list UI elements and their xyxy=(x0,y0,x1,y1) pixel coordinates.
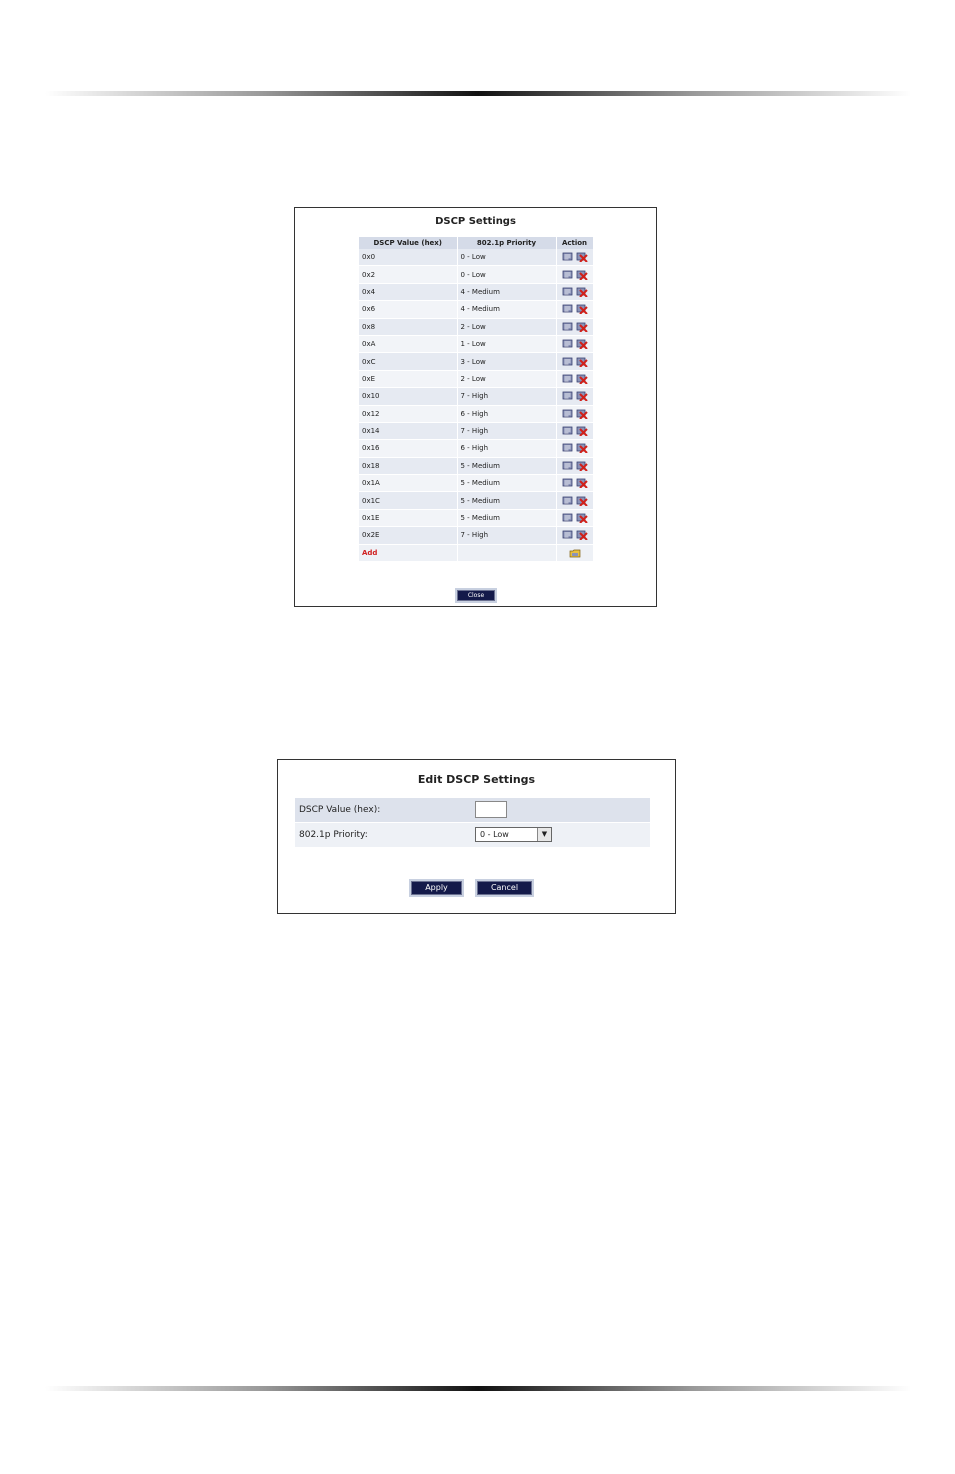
delete-icon[interactable] xyxy=(576,443,588,453)
dscp-value-cell: 0x1C xyxy=(359,492,457,509)
action-cell xyxy=(556,353,593,370)
dscp-value-cell: 0x2 xyxy=(359,266,457,283)
dscp-value-cell: 0xE xyxy=(359,370,457,387)
column-header-action: Action xyxy=(556,237,593,249)
action-cell xyxy=(556,492,593,509)
priority-cell: 0 - Low xyxy=(457,249,556,266)
priority-cell: 5 - Medium xyxy=(457,457,556,474)
delete-icon[interactable] xyxy=(576,513,588,523)
priority-row xyxy=(295,823,650,847)
delete-icon[interactable] xyxy=(576,496,588,506)
dscp-value-cell: 0x0 xyxy=(359,249,457,266)
dscp-value-cell: 0x1E xyxy=(359,509,457,526)
priority-cell: 6 - High xyxy=(457,440,556,457)
edit-icon[interactable] xyxy=(562,426,574,436)
edit-icon[interactable] xyxy=(562,322,574,332)
dscp-settings-title: DSCP Settings xyxy=(435,216,516,227)
delete-icon[interactable] xyxy=(576,357,588,367)
priority-label: 802.1p Priority: xyxy=(299,830,368,840)
edit-icon[interactable] xyxy=(562,287,574,297)
priority-cell: 5 - Medium xyxy=(457,509,556,526)
action-cell xyxy=(556,318,593,335)
action-cell xyxy=(556,457,593,474)
action-cell xyxy=(556,509,593,526)
delete-icon[interactable] xyxy=(576,391,588,401)
table-row xyxy=(359,457,593,474)
action-cell xyxy=(556,301,593,318)
table-row xyxy=(359,475,593,492)
edit-icon[interactable] xyxy=(562,252,574,262)
delete-icon[interactable] xyxy=(576,304,588,314)
dscp-value-cell: 0xA xyxy=(359,335,457,352)
dscp-value-cell: 0x14 xyxy=(359,422,457,439)
delete-icon[interactable] xyxy=(576,426,588,436)
dscp-value-cell: 0x1A xyxy=(359,475,457,492)
edit-icon[interactable] xyxy=(562,409,574,419)
dscp-value-label: DSCP Value (hex): xyxy=(299,805,381,815)
delete-icon[interactable] xyxy=(576,322,588,332)
action-cell xyxy=(556,422,593,439)
delete-icon[interactable] xyxy=(576,270,588,280)
edit-icon[interactable] xyxy=(562,270,574,280)
chevron-down-icon[interactable]: ▼ xyxy=(537,828,551,841)
table-row xyxy=(359,266,593,283)
edit-icon[interactable] xyxy=(562,530,574,540)
column-header-dscp: DSCP Value (hex) xyxy=(359,237,457,249)
priority-cell: 2 - Low xyxy=(457,370,556,387)
add-icon[interactable] xyxy=(569,548,581,558)
action-cell xyxy=(556,475,593,492)
action-cell xyxy=(556,388,593,405)
dscp-value-cell: 0x18 xyxy=(359,457,457,474)
dscp-value-cell: 0x12 xyxy=(359,405,457,422)
priority-cell: 5 - Medium xyxy=(457,492,556,509)
add-link[interactable]: Add xyxy=(362,548,378,557)
edit-icon[interactable] xyxy=(562,339,574,349)
dscp-value-cell: 0x6 xyxy=(359,301,457,318)
action-cell xyxy=(556,370,593,387)
dscp-value-cell: 0x8 xyxy=(359,318,457,335)
add-link-cell xyxy=(359,544,457,561)
top-divider xyxy=(45,91,911,96)
bottom-divider xyxy=(45,1386,911,1391)
priority-select[interactable] xyxy=(475,827,552,842)
table-row xyxy=(359,335,593,352)
dscp-settings-panel xyxy=(294,207,657,607)
delete-icon[interactable] xyxy=(576,374,588,384)
priority-cell: 1 - Low xyxy=(457,335,556,352)
table-row xyxy=(359,301,593,318)
action-cell xyxy=(556,266,593,283)
dscp-value-row xyxy=(295,798,650,822)
dscp-value-cell: 0x16 xyxy=(359,440,457,457)
action-cell xyxy=(556,440,593,457)
priority-cell: 4 - Medium xyxy=(457,283,556,300)
priority-cell: 7 - High xyxy=(457,422,556,439)
column-header-priority: 802.1p Priority xyxy=(457,237,556,249)
dscp-table-body xyxy=(359,249,593,562)
delete-icon[interactable] xyxy=(576,287,588,297)
add-action-cell xyxy=(556,544,593,561)
table-header-row xyxy=(359,237,593,249)
dscp-value-input[interactable] xyxy=(475,801,507,818)
cancel-button[interactable]: Cancel xyxy=(477,881,532,895)
delete-icon[interactable] xyxy=(576,461,588,471)
apply-button[interactable]: Apply xyxy=(411,881,462,895)
delete-icon[interactable] xyxy=(576,478,588,488)
dscp-value-cell: 0xC xyxy=(359,353,457,370)
priority-cell: 7 - High xyxy=(457,388,556,405)
action-cell xyxy=(556,405,593,422)
priority-cell: 2 - Low xyxy=(457,318,556,335)
table-row xyxy=(359,388,593,405)
edit-icon[interactable] xyxy=(562,478,574,488)
table-row xyxy=(359,422,593,439)
table-row xyxy=(359,440,593,457)
delete-icon[interactable] xyxy=(576,530,588,540)
action-cell xyxy=(556,527,593,544)
edit-icon[interactable] xyxy=(562,443,574,453)
table-row xyxy=(359,249,593,266)
table-row xyxy=(359,283,593,300)
dscp-value-cell: 0x10 xyxy=(359,388,457,405)
dscp-value-cell: 0x2E xyxy=(359,527,457,544)
table-row xyxy=(359,370,593,387)
edit-icon[interactable] xyxy=(562,304,574,314)
priority-cell: 0 - Low xyxy=(457,266,556,283)
table-row xyxy=(359,509,593,526)
delete-icon[interactable] xyxy=(576,409,588,419)
dscp-table xyxy=(359,237,594,562)
priority-cell: 5 - Medium xyxy=(457,475,556,492)
table-row xyxy=(359,527,593,544)
empty-cell xyxy=(457,544,556,561)
delete-icon[interactable] xyxy=(576,252,588,262)
edit-icon[interactable] xyxy=(562,496,574,506)
edit-icon[interactable] xyxy=(562,391,574,401)
action-cell xyxy=(556,249,593,266)
add-row xyxy=(359,544,593,561)
edit-dscp-panel xyxy=(277,759,676,914)
edit-icon[interactable] xyxy=(562,513,574,523)
dscp-value-cell: 0x4 xyxy=(359,283,457,300)
table-row xyxy=(359,353,593,370)
edit-dscp-title: Edit DSCP Settings xyxy=(417,773,536,786)
action-cell xyxy=(556,283,593,300)
edit-icon[interactable] xyxy=(562,461,574,471)
edit-icon[interactable] xyxy=(562,374,574,384)
priority-cell: 4 - Medium xyxy=(457,301,556,318)
table-row xyxy=(359,492,593,509)
priority-cell: 6 - High xyxy=(457,405,556,422)
priority-cell: 3 - Low xyxy=(457,353,556,370)
delete-icon[interactable] xyxy=(576,339,588,349)
action-cell xyxy=(556,335,593,352)
table-row xyxy=(359,318,593,335)
edit-icon[interactable] xyxy=(562,357,574,367)
close-button[interactable]: Close xyxy=(457,590,495,601)
priority-cell: 7 - High xyxy=(457,527,556,544)
table-row xyxy=(359,405,593,422)
priority-selected-value: 0 - Low xyxy=(480,830,509,839)
